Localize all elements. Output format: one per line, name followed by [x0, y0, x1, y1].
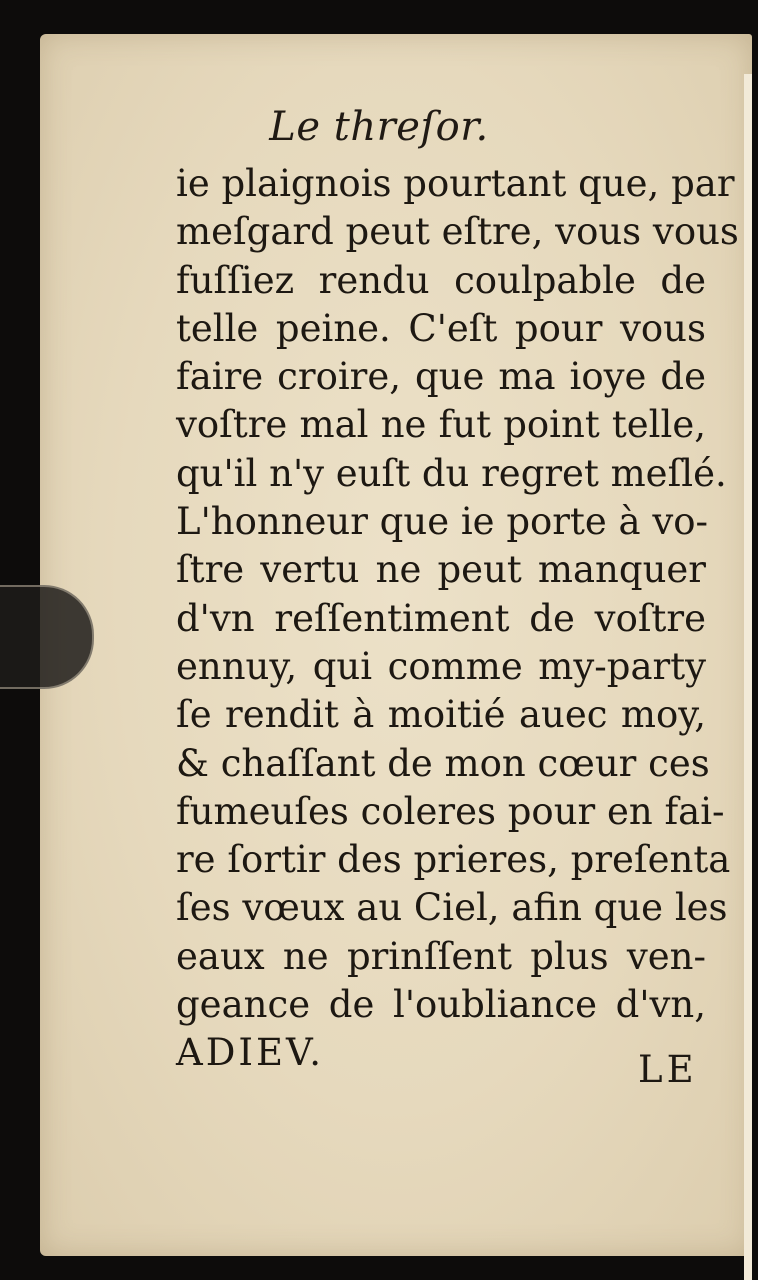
binding-clip — [0, 585, 94, 689]
text-line: & chaſſant de mon cœur ces — [176, 741, 710, 785]
text-line: fumeuſes coleres pour en fai- — [176, 789, 725, 833]
text-line: d'vn reſſentiment de voſtre — [176, 596, 706, 640]
text-line: ſe rendit à moitié auec moy, — [176, 693, 706, 737]
text-line: meſgard peut eſtre, vous vous — [176, 210, 739, 254]
text-line: geance de l'oubliance d'vn, — [176, 983, 706, 1027]
text-line: ſes vœux au Ciel, afin que les — [176, 886, 728, 930]
text-line: L'honneur que ie porte à vo- — [176, 500, 709, 544]
text-line: eaux ne prinſſent plus ven- — [176, 934, 706, 978]
page-edge — [744, 74, 752, 1280]
text-line: voſtre mal ne fut point telle, — [176, 403, 706, 447]
text-line: ie plaignois pourtant que, par — [176, 162, 735, 205]
text-line: fuſſiez rendu coulpable de — [176, 258, 706, 302]
running-head: Le threſor. — [269, 104, 489, 150]
catchword: LE — [638, 1048, 698, 1091]
text-line: re ſortir des prieres, preſenta — [176, 838, 731, 882]
text-line: telle peine. C'eſt pour vous — [176, 306, 706, 350]
text-line: ſtre vertu ne peut manquer — [176, 548, 706, 592]
text-line: ennuy, qui comme my-party — [176, 644, 706, 688]
text-line: faire croire, que ma ioye de — [176, 355, 706, 399]
body-text — [176, 160, 739, 1078]
closing-adieu: ADIEV. — [176, 1031, 325, 1075]
text-line: qu'il n'y euſt du regret meſlé. — [176, 451, 727, 495]
